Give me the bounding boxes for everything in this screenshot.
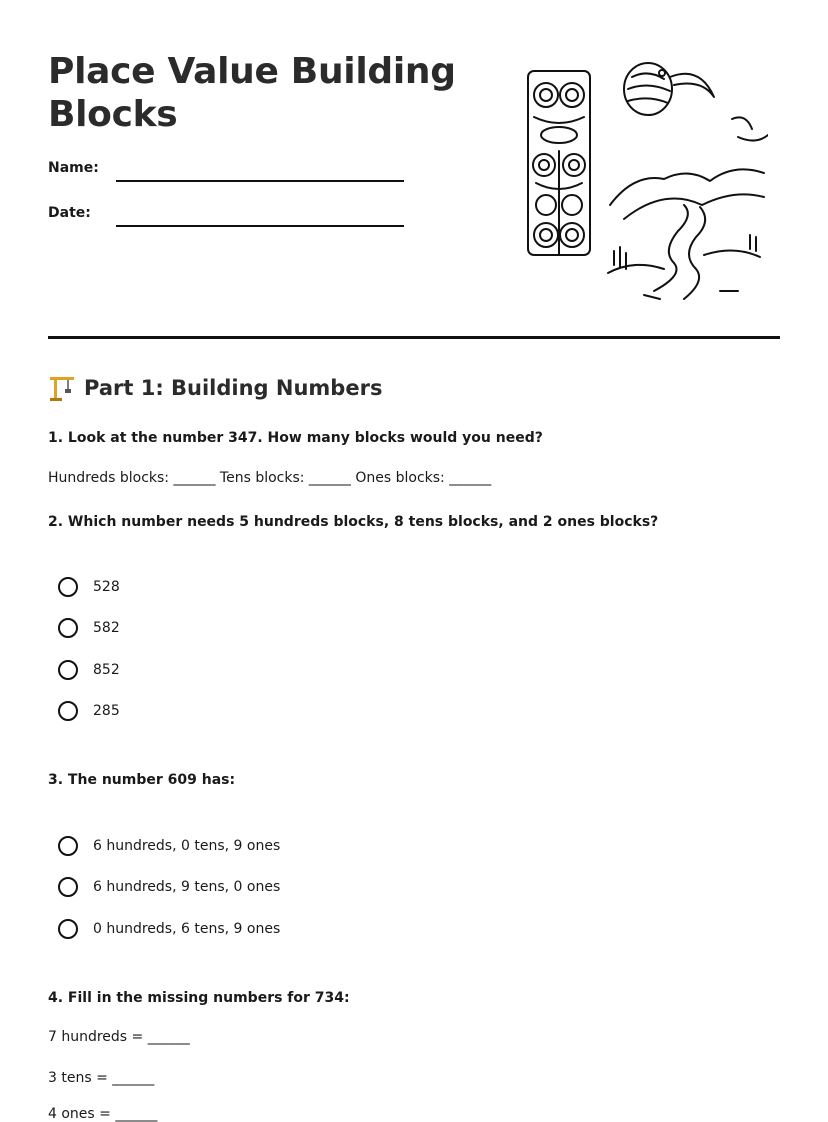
option-label: 6 hundreds, 9 tens, 0 ones	[93, 879, 281, 895]
section-divider	[48, 336, 780, 339]
q2-option-d[interactable]	[58, 699, 120, 723]
q2-option-b[interactable]	[58, 616, 120, 640]
option-label: 285	[93, 703, 120, 719]
decorative-illustration	[524, 55, 768, 305]
q4-line-tens[interactable]: 3 tens = ______	[48, 1070, 155, 1086]
q2-option-a[interactable]	[58, 575, 120, 599]
q4-line-hundreds[interactable]: 7 hundreds = ______	[48, 1029, 190, 1045]
q3-option-a[interactable]	[58, 834, 280, 858]
radio-button[interactable]	[58, 701, 78, 721]
option-label: 6 hundreds, 0 tens, 9 ones	[93, 838, 281, 854]
radio-button[interactable]	[58, 836, 78, 856]
carved-post-icon	[528, 71, 590, 255]
q4-line-ones[interactable]: 4 ones = ______	[48, 1106, 158, 1122]
option-label: 528	[93, 579, 120, 595]
question-4: 4. Fill in the missing numbers for 734:	[48, 990, 350, 1006]
date-line[interactable]	[116, 225, 404, 227]
radio-button[interactable]	[58, 577, 78, 597]
moon-icon	[732, 117, 768, 140]
bird-icon	[624, 63, 714, 115]
q2-option-c[interactable]	[58, 658, 120, 682]
question-1-answer-line[interactable]: Hundreds blocks: ______ Tens blocks: ______ Ones blocks: ______	[48, 470, 492, 486]
name-line[interactable]	[116, 180, 404, 182]
option-label: 852	[93, 662, 120, 678]
name-field[interactable]	[48, 160, 408, 184]
radio-button[interactable]	[58, 618, 78, 638]
q3-option-b[interactable]	[58, 875, 280, 899]
option-label: 582	[93, 620, 120, 636]
question-2: 2. Which number needs 5 hundreds blocks, 8 tens blocks, and 2 ones blocks?	[48, 514, 659, 530]
date-field[interactable]	[48, 205, 408, 229]
part1-heading-text: Part 1: Building Numbers	[84, 376, 383, 400]
part1-heading	[48, 374, 382, 402]
landscape-icon	[608, 169, 764, 299]
worksheet-page	[48, 0, 780, 1122]
page-title: Place Value Building Blocks	[48, 51, 456, 135]
question-1: 1. Look at the number 347. How many blocks would you need?	[48, 430, 543, 446]
q3-option-c[interactable]	[58, 917, 280, 941]
name-label: Name:	[48, 160, 99, 176]
radio-button[interactable]	[58, 660, 78, 680]
radio-button[interactable]	[58, 877, 78, 897]
question-3: 3. The number 609 has:	[48, 772, 236, 788]
radio-button[interactable]	[58, 919, 78, 939]
date-label: Date:	[48, 205, 91, 221]
option-label: 0 hundreds, 6 tens, 9 ones	[93, 921, 281, 937]
crane-icon	[48, 374, 76, 402]
